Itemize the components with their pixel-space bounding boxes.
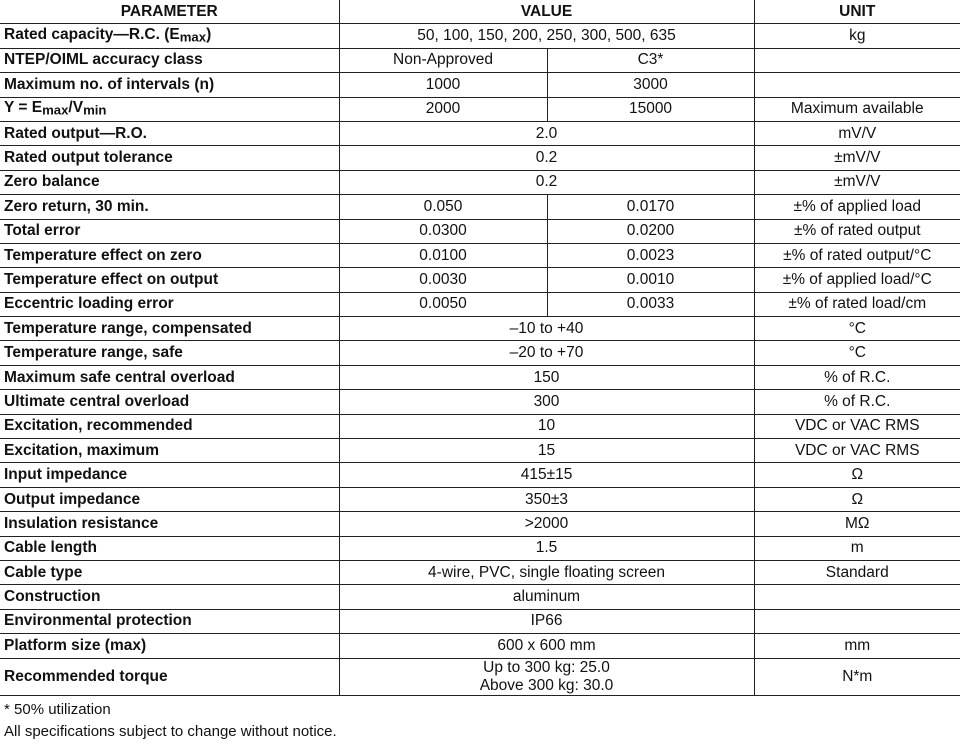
value-cell-c3: 3000 [547, 73, 754, 97]
parameter-cell [0, 292, 339, 316]
value-text: 15 [537, 441, 556, 459]
value-text: 350±3 [525, 490, 568, 508]
table-row [0, 585, 960, 609]
table-row [0, 97, 960, 121]
value-cell-c3: 0.0200 [547, 219, 754, 243]
spec-body [0, 24, 960, 695]
value-cell-c3: 0.0010 [547, 268, 754, 292]
parameter-cell [0, 317, 339, 341]
value-cell-non-approved: 0.0050 [339, 292, 547, 316]
parameter-cell [0, 219, 339, 243]
unit-cell: ±% of rated output [754, 219, 960, 243]
value-cell [339, 536, 754, 560]
parameter-label: Recommended torque [4, 667, 168, 685]
value-cell-c3: 0.0023 [547, 243, 754, 267]
unit-cell: ±% of rated load/cm [754, 292, 960, 316]
parameter-cell [0, 268, 339, 292]
value-text: 0.2 [535, 149, 558, 167]
value-text: –20 to +70 [509, 344, 584, 362]
parameter-cell [0, 243, 339, 267]
parameter-label: Output impedance [4, 490, 141, 508]
parameter-label: Cable type [4, 563, 83, 581]
parameter-cell [0, 634, 339, 658]
table-row [0, 634, 960, 658]
value-text: IP66 [530, 612, 563, 630]
header-unit: UNIT [754, 0, 960, 24]
unit-cell: Ω [754, 487, 960, 511]
unit-cell: mm [754, 634, 960, 658]
value-text: –10 to +40 [509, 319, 584, 337]
value-cell-non-approved: 2000 [339, 97, 547, 121]
value-cell [339, 390, 754, 414]
parameter-subscript: min [83, 102, 107, 118]
parameter-cell [0, 536, 339, 560]
parameter-label: Excitation, recommended [4, 417, 193, 435]
unit-cell: kg [754, 24, 960, 48]
value-text: 2.0 [535, 124, 558, 142]
unit-cell: Maximum available [754, 97, 960, 121]
parameter-cell [0, 97, 339, 121]
value-text: 415±15 [520, 466, 573, 484]
parameter-label: Construction [4, 588, 101, 606]
parameter-cell [0, 146, 339, 170]
parameter-cell [0, 512, 339, 536]
footnotes [0, 696, 960, 743]
table-row [0, 243, 960, 267]
unit-cell: Ω [754, 463, 960, 487]
parameter-label: Maximum safe central overload [4, 368, 235, 386]
value-cell [339, 585, 754, 609]
header-parameter: PARAMETER [0, 0, 339, 24]
parameter-label: Y = E [4, 98, 43, 116]
parameter-label: Input impedance [4, 466, 128, 484]
parameter-label: Ultimate central overload [4, 392, 190, 410]
parameter-cell [0, 365, 339, 389]
parameter-label: NTEP/OIML accuracy class [4, 51, 203, 69]
table-row [0, 536, 960, 560]
parameter-label: Temperature effect on zero [4, 246, 202, 264]
unit-cell: mV/V [754, 121, 960, 145]
parameter-cell [0, 414, 339, 438]
table-row [0, 414, 960, 438]
parameter-cell [0, 195, 339, 219]
unit-cell: % of R.C. [754, 365, 960, 389]
unit-cell: ±mV/V [754, 170, 960, 194]
footnote-utilization: * 50% utilization [4, 700, 111, 718]
parameter-cell [0, 609, 339, 633]
unit-cell: °C [754, 317, 960, 341]
value-cell [339, 414, 754, 438]
parameter-subscript: max [42, 102, 69, 118]
value-cell [339, 658, 754, 695]
value-text: 300 [533, 392, 560, 410]
parameter-cell [0, 560, 339, 584]
value-cell [339, 24, 754, 48]
parameter-label: Zero balance [4, 173, 100, 191]
value-cell [339, 121, 754, 145]
parameter-label: Temperature range, safe [4, 344, 183, 362]
table-row [0, 512, 960, 536]
table-row [0, 146, 960, 170]
value-text: >2000 [524, 514, 569, 532]
table-row [0, 439, 960, 463]
parameter-label: Insulation resistance [4, 514, 159, 532]
parameter-cell [0, 24, 339, 48]
value-text: 600 x 600 mm [497, 636, 596, 654]
parameter-cell [0, 121, 339, 145]
parameter-label: Rated output tolerance [4, 149, 173, 167]
value-text: Up to 300 kg: 25.0 [483, 658, 610, 676]
value-cell-c3: 15000 [547, 97, 754, 121]
value-cell [339, 170, 754, 194]
table-row [0, 195, 960, 219]
parameter-subscript: max [179, 29, 207, 45]
parameter-label-cont: ) [206, 25, 212, 43]
parameter-label: Eccentric loading error [4, 295, 174, 313]
parameter-cell [0, 439, 339, 463]
value-cell-non-approved: 0.0100 [339, 243, 547, 267]
value-text-line2: Above 300 kg: 30.0 [479, 676, 614, 694]
value-cell-non-approved: Non-Approved [339, 48, 547, 72]
parameter-label-cont: /V [68, 98, 84, 116]
value-cell-non-approved: 1000 [339, 73, 547, 97]
value-cell [339, 341, 754, 365]
table-row [0, 24, 960, 48]
table-row [0, 609, 960, 633]
header-value: VALUE [339, 0, 754, 24]
unit-cell: °C [754, 341, 960, 365]
value-text: 4-wire, PVC, single floating screen [428, 563, 665, 581]
unit-cell [754, 48, 960, 72]
parameter-label: Excitation, maximum [4, 441, 160, 459]
unit-cell: N*m [754, 658, 960, 695]
table-row [0, 487, 960, 511]
parameter-cell [0, 170, 339, 194]
value-text: 50, 100, 150, 200, 250, 300, 500, 635 [417, 27, 676, 45]
value-cell [339, 560, 754, 584]
value-text: 10 [537, 417, 556, 435]
value-cell-c3: 0.0170 [547, 195, 754, 219]
unit-cell: VDC or VAC RMS [754, 439, 960, 463]
unit-cell: % of R.C. [754, 390, 960, 414]
parameter-cell [0, 487, 339, 511]
parameter-cell [0, 341, 339, 365]
table-row [0, 560, 960, 584]
parameter-label: Temperature effect on output [4, 270, 219, 288]
parameter-cell [0, 73, 339, 97]
value-cell [339, 609, 754, 633]
value-cell [339, 146, 754, 170]
value-cell-c3: C3* [547, 48, 754, 72]
unit-cell [754, 73, 960, 97]
table-row [0, 390, 960, 414]
unit-cell: ±% of rated output/°C [754, 243, 960, 267]
footnote-disclaimer: All specifications subject to change without notice. [4, 722, 337, 740]
parameter-label: Rated output—R.O. [4, 124, 147, 142]
value-text: aluminum [512, 588, 581, 606]
value-cell-non-approved: 0.0300 [339, 219, 547, 243]
value-cell [339, 439, 754, 463]
parameter-cell [0, 48, 339, 72]
unit-cell [754, 609, 960, 633]
parameter-label: Platform size (max) [4, 636, 147, 654]
value-cell [339, 463, 754, 487]
value-text: 0.2 [535, 173, 558, 191]
parameter-label: Maximum no. of intervals (n) [4, 75, 215, 93]
table-row [0, 219, 960, 243]
table-row [0, 121, 960, 145]
table-row [0, 463, 960, 487]
parameter-label: Zero return, 30 min. [4, 197, 149, 215]
header-row [0, 0, 960, 24]
table-row [0, 365, 960, 389]
unit-cell: m [754, 536, 960, 560]
value-cell-non-approved: 0.050 [339, 195, 547, 219]
parameter-label: Temperature range, compensated [4, 319, 252, 337]
parameter-cell [0, 585, 339, 609]
value-text: 150 [533, 368, 560, 386]
table-row [0, 317, 960, 341]
table-row [0, 658, 960, 695]
table-row [0, 341, 960, 365]
table-row [0, 292, 960, 316]
parameter-cell [0, 658, 339, 695]
table-row [0, 170, 960, 194]
table-row [0, 73, 960, 97]
table-row [0, 48, 960, 72]
parameter-cell [0, 390, 339, 414]
unit-cell [754, 585, 960, 609]
parameter-label: Cable length [4, 539, 98, 557]
unit-cell: ±% of applied load [754, 195, 960, 219]
value-cell-non-approved: 0.0030 [339, 268, 547, 292]
value-cell-c3: 0.0033 [547, 292, 754, 316]
value-cell [339, 317, 754, 341]
value-cell [339, 365, 754, 389]
unit-cell: ±% of applied load/°C [754, 268, 960, 292]
value-cell [339, 487, 754, 511]
unit-cell: MΩ [754, 512, 960, 536]
parameter-label: Total error [4, 222, 81, 240]
value-cell [339, 512, 754, 536]
value-text: 1.5 [535, 539, 558, 557]
unit-cell: Standard [754, 560, 960, 584]
value-cell [339, 634, 754, 658]
unit-cell: ±mV/V [754, 146, 960, 170]
parameter-label: Rated capacity—R.C. (E [4, 25, 180, 43]
parameter-cell [0, 463, 339, 487]
unit-cell: VDC or VAC RMS [754, 414, 960, 438]
parameter-label: Environmental protection [4, 612, 192, 630]
table-row [0, 268, 960, 292]
